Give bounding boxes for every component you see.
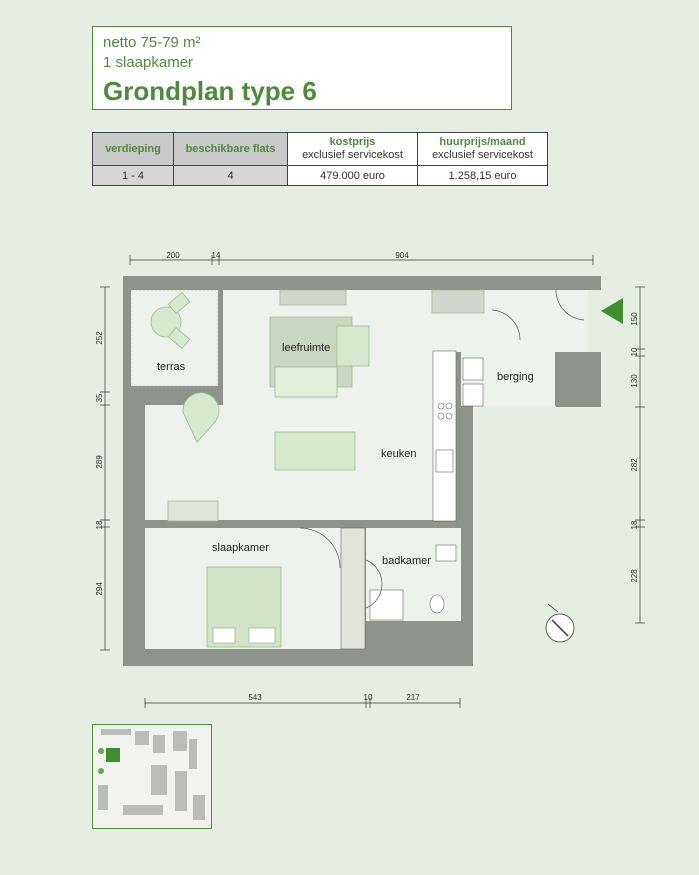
room-living: leefruimte [282,342,331,354]
dim-left-4: 18 [95,520,104,530]
dim-bottom-1: 543 [248,693,262,702]
site-map-image [93,725,211,828]
bedrooms-label: 1 slaapkamer [103,54,194,71]
dim-right-6: 228 [630,569,639,583]
page-title: Grondplan type 6 [103,76,317,106]
header-price-sub: exclusief servicekost [302,149,403,161]
location-map [92,724,212,829]
dim-right-1: 150 [630,312,639,326]
room-berging: berging [497,371,534,383]
area-label: netto 75-79 m² [103,34,201,51]
room-slaapkamer: slaapkamer [212,542,269,554]
dim-right-3: 130 [630,374,639,388]
cell-floor: 1 - 4 [93,166,174,186]
room-keuken: keuken [381,448,417,460]
cell-price: 479.000 euro [288,166,418,186]
dim-bottom-2: 10 [363,693,373,702]
header-available: beschikbare flats [174,133,288,166]
header-rent-title: huurprijs/maand [439,136,526,148]
room-terras: terras [157,361,186,373]
header-rent-sub: exclusief servicekost [432,149,533,161]
dim-right-2: 10 [630,347,639,357]
dim-left-3: 289 [95,455,104,469]
dim-bottom-3: 217 [406,693,420,702]
room-badkamer: badkamer [382,555,431,567]
dim-left-2: 35 [95,393,104,403]
dim-right-4: 282 [630,458,639,472]
dim-right-5: 18 [630,520,639,530]
header-price-title: kostprijs [329,136,376,148]
unit-location-marker [106,748,120,762]
dim-top-3: 904 [395,251,409,260]
dim-top-2: 14 [211,251,221,260]
header-floor: verdieping [93,133,174,166]
cell-rent: 1.258,15 euro [418,166,548,186]
dim-left-1: 252 [95,331,104,345]
cell-available: 4 [174,166,288,186]
dim-top-1: 200 [166,251,180,260]
dim-left-5: 294 [95,582,104,596]
